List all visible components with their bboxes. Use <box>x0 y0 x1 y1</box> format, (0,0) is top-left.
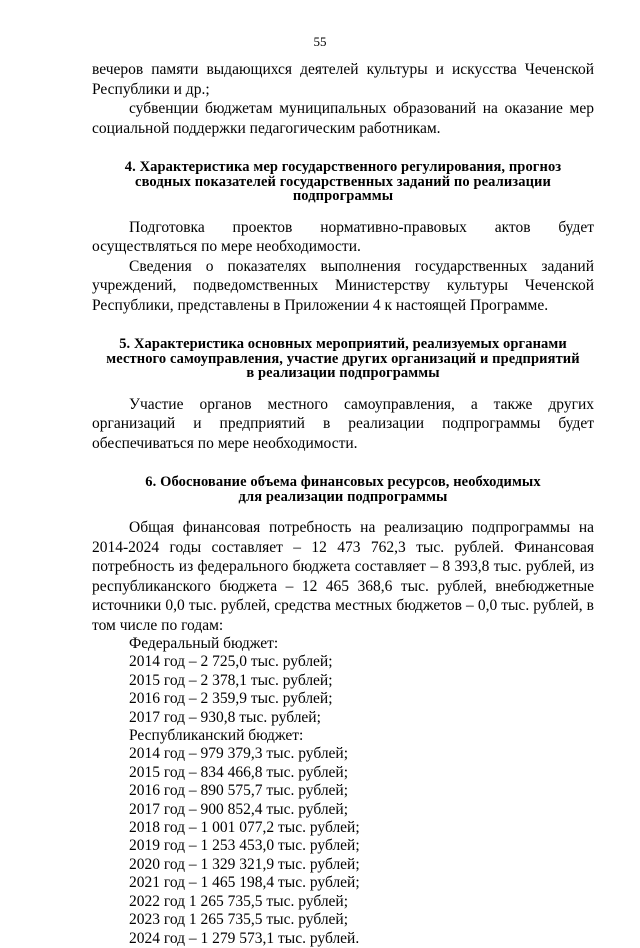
section-4-paragraph: Подготовка проектов нормативно-правовых актов будет осуществляться по мере необходимости. <box>92 218 594 255</box>
list-item: 2016 год – 890 575,7 тыс. рублей; <box>129 782 349 800</box>
heading-line: сводных показателей государственных заданий по реализации <box>135 173 551 190</box>
list-item: 2014 год – 2 725,0 тыс. рублей; <box>129 653 333 671</box>
list-item: 2014 год – 979 379,3 тыс. рублей; <box>129 745 349 763</box>
list-item: 2016 год – 2 359,9 тыс. рублей; <box>129 690 333 708</box>
heading-line: в реализации подпрограммы <box>246 365 440 381</box>
list-item: 2015 год – 834 466,8 тыс. рублей; <box>129 763 349 781</box>
list-item: 2021 год – 1 465 198,4 тыс. рублей; <box>129 874 360 892</box>
list-item: 2020 год – 1 329 321,9 тыс. рублей; <box>129 855 360 873</box>
heading-line: подпрограммы <box>292 188 394 204</box>
paragraph-continuation: вечеров памяти выдающихся деятелей культуры и искусства Чеченской Республики и др.; <box>92 61 594 98</box>
list-item: 2019 год – 1 253 453,0 тыс. рублей; <box>129 837 360 855</box>
page-number: 55 <box>313 34 327 49</box>
budget-list <box>92 635 594 948</box>
heading-line: для реализации подпрограммы <box>238 488 448 505</box>
heading-line: 5. Характеристика основных мероприятий, реализуемых органами <box>119 336 567 352</box>
list-item: 2018 год – 1 001 077,2 тыс. рублей; <box>129 819 360 837</box>
list-item: 2015 год – 2 378,1 тыс. рублей; <box>129 671 333 689</box>
section-4-paragraph: Сведения о показателях выполнения государственных заданий учреждений, подведомственных Министерству культуры Чеченской Республики, представлены в Приложении 4 к настоящей Программе. <box>92 257 594 314</box>
heading-line: 4. Характеристика мер государственного регулирования, прогноз <box>124 159 562 175</box>
heading-line: 6. Обоснование объема финансовых ресурсов, необходимых <box>145 474 541 490</box>
federal-budget-label: Федеральный бюджет: <box>129 635 279 652</box>
section-6-heading <box>92 475 594 504</box>
list-item: 2017 год – 900 852,4 тыс. рублей; <box>129 800 349 818</box>
republic-budget-label: Республиканский бюджет: <box>129 727 304 745</box>
section-5-heading <box>92 337 594 381</box>
section-4-heading <box>92 160 594 204</box>
page-body <box>92 60 594 948</box>
list-item: 2017 год – 930,8 тыс. рублей; <box>129 708 321 726</box>
list-item: 2024 год – 1 279 573,1 тыс. рублей. <box>129 929 360 947</box>
heading-line: местного самоуправления, участие других организаций и предприятий <box>106 350 580 367</box>
paragraph-subventions: субвенции бюджетам муниципальных образований на оказание мер социальной поддержки педагогическим работникам. <box>92 100 594 137</box>
section-5-paragraph: Участие органов местного самоуправления, а также других организаций и предприятий в реализации подпрограммы будет обеспечиваться по мере необходимости. <box>92 395 594 452</box>
list-item: 2023 год 1 265 735,5 тыс. рублей; <box>129 911 349 929</box>
section-6-paragraph: Общая финансовая потребность на реализацию подпрограммы на 2014-2024 годы составляет – 12 473 762,3 тыс. рублей. Финансовая потребность из федерального бюджета составляет – 8 393,8 тыс. рублей, из республиканского бюджета – 12 465 368,6 тыс. рублей, внебюджетные источники 0,0 тыс. рублей, средства местных бюджетов – 0,0 тыс. рублей, в том числе по годам: <box>92 519 594 634</box>
list-item: 2022 год 1 265 735,5 тыс. рублей; <box>129 892 349 910</box>
